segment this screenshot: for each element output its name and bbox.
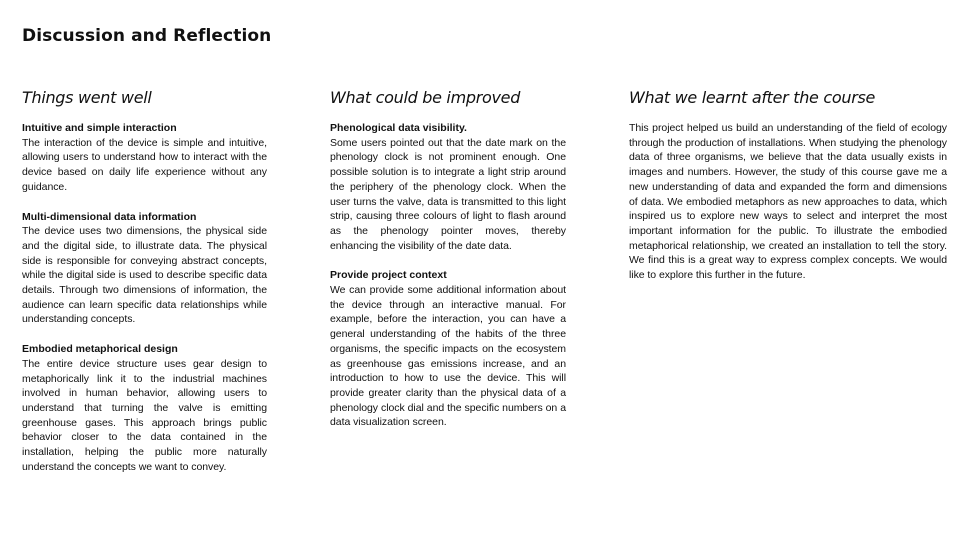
section-title: Provide project context	[330, 269, 447, 282]
section-embodied-metaphorical-design	[22, 342, 267, 474]
section-body: The interaction of the device is simple and intuitive, allowing users to understand how to interact with the device based on daily life experience without any guidance.	[22, 136, 267, 193]
column-heading: What could be improved	[330, 88, 521, 107]
section-body: We can provide some additional information about the device through an interactive manual. For example, before the interaction, you can have a general understanding of the habits of the three organisms, the specific impacts on the ecosystem as greenhouse gas emissions increase, and an introduction to how to use the device. This will provide greater clarity than the physical data of a phenology clock dial and the specific numbers on a data visualization screen.	[330, 284, 566, 429]
column-heading: What we learnt after the course	[629, 88, 876, 107]
section-title: Embodied metaphorical design	[22, 343, 178, 356]
section-body: The device uses two dimensions, the physical side and the digital side, to illustrate data. The physical side is responsible for conveying abstract concepts, while the digital side is used to describe specific data details. Through two dimensions of information, the audience can learn specific data relationships while understanding concepts.	[22, 225, 267, 326]
section-title: Multi-dimensional data information	[22, 210, 197, 223]
section-intuitive-interaction	[22, 121, 267, 195]
section-phenological-data-visibility	[330, 121, 566, 253]
section-body: The entire device structure uses gear design to metaphorically link it to the industrial machines involved in human behavior, allowing users to understand that turning the valve is emitting greenhouse gases. This approach brings public behavior closer to the data contained in the installation, helping the public more naturally understand the concepts we want to convey.	[22, 357, 267, 473]
section-body: This project helped us build an understanding of the field of ecology through the production of installations. When studying the phenology data of three organisms, we believe that the data usually exists in images and numbers. However, the study of this course gave me a new understanding of data and expanded the form and dimensions of data. We embodied metaphors as new approaches to data, which inspired us to explore new ways to select and interpret the most important information for the public. To illustrate the embodied metaphorical relationship, we created an installation to tell the story. We find this is a great way to express complex concepts. We would like to explore this further in the future.	[629, 122, 947, 282]
column-things-went-well	[22, 86, 267, 489]
section-title: Phenological data visibility.	[330, 122, 467, 134]
section-learnings	[629, 121, 947, 283]
section-provide-project-context	[330, 268, 566, 430]
section-multi-dimensional-data	[22, 210, 267, 328]
section-title: Intuitive and simple interaction	[22, 122, 177, 134]
page-title: Discussion and Reflection	[22, 26, 272, 46]
column-what-could-be-improved	[330, 86, 566, 445]
column-heading: Things went well	[22, 88, 152, 107]
column-what-we-learnt	[629, 86, 947, 298]
section-body: Some users pointed out that the date mark on the phenology clock is not prominent enough. One possible solution is to integrate a light strip around the periphery of the phenology clock. When the user turns the valve, data is transmitted to this light strip, causing three colours of light to flash around as the phenology pointer moves, thereby enhancing the visibility of the date data.	[330, 136, 566, 252]
